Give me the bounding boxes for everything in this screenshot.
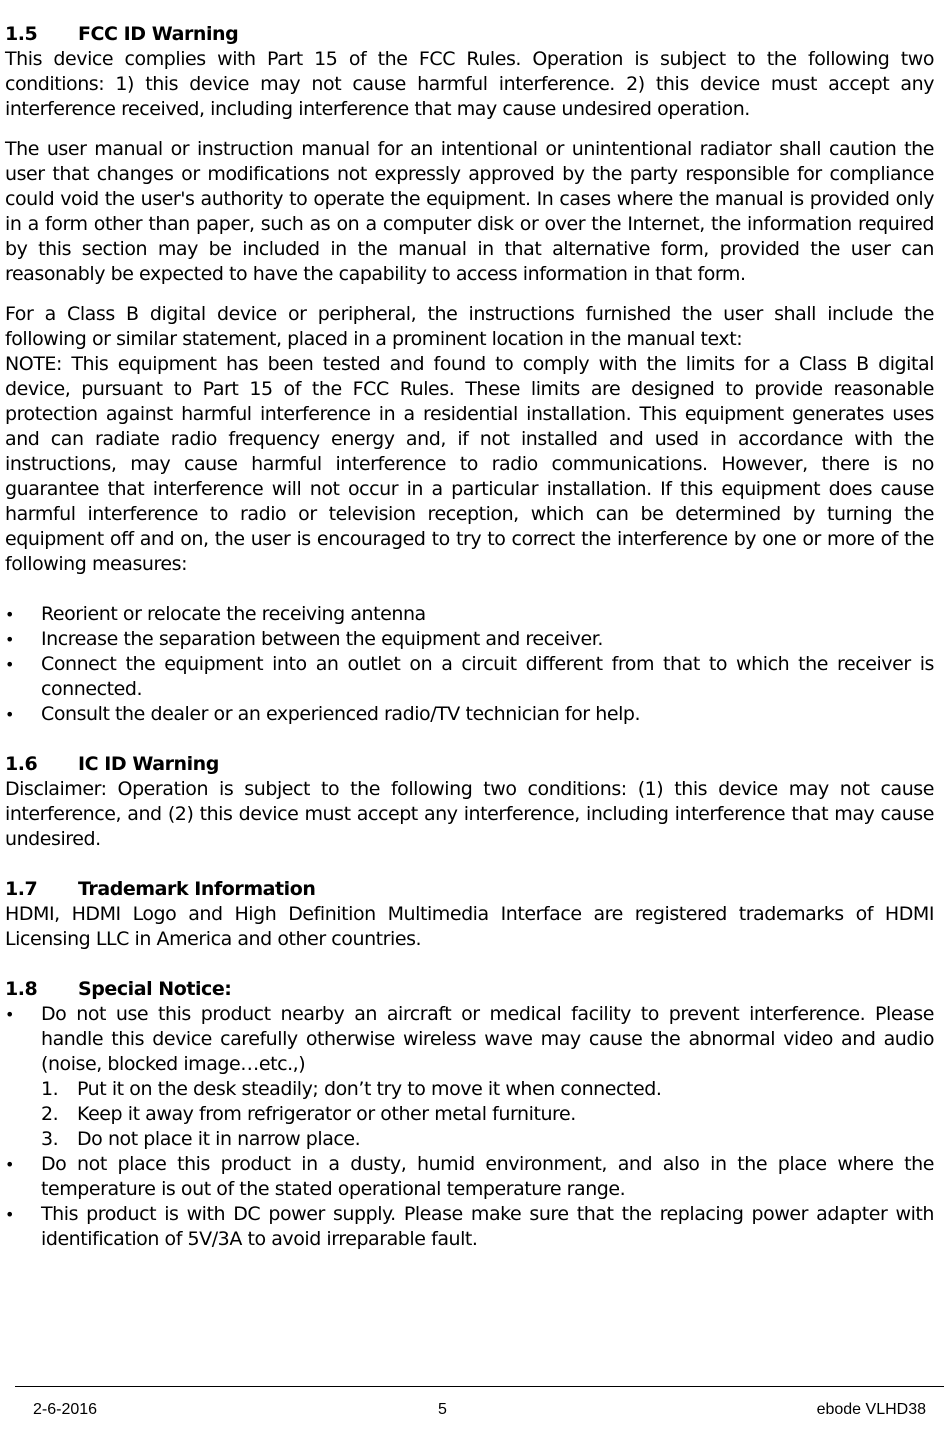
section-title: FCC ID Warning <box>78 23 239 45</box>
section-heading-special-notice <box>5 977 934 1002</box>
numbered-item: 2. Keep it away from refrigerator or other metal furniture. <box>41 1103 576 1125</box>
fcc-paragraph-3-intro: For a Class B digital device or peripheral, the instructions furnished the user shall include the following or similar statement, placed in a prominent location in the manual text: <box>5 303 934 350</box>
section-number: 1.7 <box>5 878 38 900</box>
numbered-item: 1. Put it on the desk steadily; don’t try to move it when connected. <box>41 1078 662 1100</box>
bullet-icon: • <box>5 705 14 724</box>
section-heading-fcc <box>5 22 934 47</box>
footer-divider <box>15 1386 944 1387</box>
bullet-icon: • <box>5 605 14 624</box>
list-item: • Do not use this product nearby an aircraft or medical facility to prevent interference. Please handle this device carefully otherwise wireless wave may cause the abnormal video and audio (noise, blocked image…etc.,) <box>5 1003 934 1075</box>
section-number: 1.5 <box>5 23 38 45</box>
list-item: • Consult the dealer or an experienced radio/TV technician for help. <box>5 703 641 725</box>
footer-product: ebode VLHD38 <box>816 1401 926 1418</box>
special-notice-list <box>5 1002 934 1077</box>
document-page <box>5 22 934 1252</box>
list-item: • This product is with DC power supply. Please make sure that the replacing power adapter with identification of 5V/3A to avoid irreparable fault. <box>5 1203 934 1250</box>
trademark-paragraph: HDMI, HDMI Logo and High Definition Multimedia Interface are registered trademarks of HDMI Licensing LLC in America and other countries. <box>5 903 934 950</box>
section-number: 1.8 <box>5 978 38 1000</box>
footer-page-number: 5 <box>438 1401 447 1418</box>
fcc-paragraph-3-note: NOTE: This equipment has been tested and found to comply with the limits for a Class B digital device, pursuant to Part 15 of the FCC Rules. These limits are designed to provide reasonable protection against harmful interference in a residential installation. This equipment generates uses and can radiate radio frequency energy and, if not installed and used in accordance with the instructions, may cause harmful interference to radio communications. However, there is no guarantee that interference will not occur in a particular installation. If this equipment does cause harmful interference to radio or television reception, which can be determined by turning the equipment off and on, the user is encouraged to try to correct the interference by one or more of the following measures: <box>5 353 934 575</box>
special-notice-list-continued <box>5 1152 934 1252</box>
footer-date: 2-6-2016 <box>33 1401 98 1418</box>
special-notice-numbered-list <box>5 1077 934 1152</box>
fcc-paragraph-2: The user manual or instruction manual for an intentional or unintentional radiator shall caution the user that changes or modifications not expressly approved by the party responsible for compliance could void the user's authority to operate the equipment. In cases where the manual is provided only in a form other than paper, such as on a computer disk or over the Internet, the information required by this section may be included in the manual in that alternative form, provided the user can reasonably be expected to have the capability to access information in that form. <box>5 138 934 285</box>
list-item: • Do not place this product in a dusty, humid environment, and also in the place where the temperature is out of the stated operational temperature range. <box>5 1153 934 1200</box>
bullet-icon: • <box>5 655 14 674</box>
section-heading-trademark <box>5 877 934 902</box>
section-title: IC ID Warning <box>78 753 219 775</box>
fcc-measures-list <box>5 602 934 727</box>
section-title: Trademark Information <box>78 878 316 900</box>
section-title: Special Notice: <box>78 978 232 1000</box>
fcc-paragraph-1: This device complies with Part 15 of the FCC Rules. Operation is subject to the following two conditions: 1) this device may not cause harmful interference. 2) this device must accept any interference received, including interference that may cause undesired operation. <box>5 48 934 120</box>
bullet-icon: • <box>5 1005 14 1024</box>
bullet-icon: • <box>5 630 14 649</box>
list-item: • Increase the separation between the equipment and receiver. <box>5 628 603 650</box>
section-heading-ic <box>5 752 934 777</box>
numbered-item: 3. Do not place it in narrow place. <box>41 1128 361 1150</box>
list-item: • Connect the equipment into an outlet on a circuit different from that to which the receiver is connected. <box>5 653 934 700</box>
ic-paragraph: Disclaimer: Operation is subject to the following two conditions: (1) this device may not cause interference, and (2) this device must accept any interference, including interference that may cause undesired. <box>5 778 934 850</box>
list-item: • Reorient or relocate the receiving antenna <box>5 603 426 625</box>
bullet-icon: • <box>5 1155 14 1174</box>
bullet-icon: • <box>5 1205 14 1224</box>
section-number: 1.6 <box>5 753 38 775</box>
